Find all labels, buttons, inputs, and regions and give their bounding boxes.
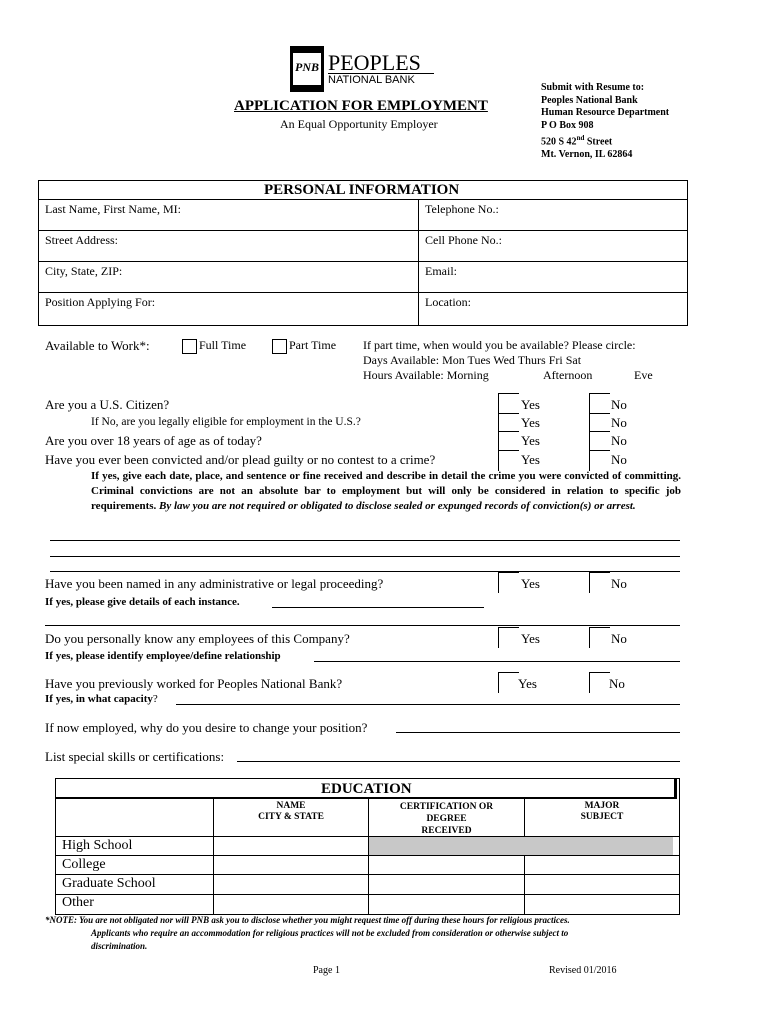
named-detail: If yes, please give details of each instance. (45, 596, 240, 608)
know-detail: If yes, please identify employee/define relationship (45, 650, 281, 662)
logo-sub: NATIONAL BANK (328, 74, 415, 86)
crime-yes-box[interactable] (498, 450, 519, 471)
know-detail-line[interactable] (314, 661, 680, 662)
telephone-field[interactable]: Telephone No.: (425, 202, 499, 216)
citizen-yes-box[interactable] (498, 393, 519, 414)
education-section (55, 778, 680, 915)
crime-question: Have you ever been convicted and/or plead guilty or no contest to a crime? (45, 452, 436, 467)
location-field[interactable]: Location: (425, 295, 471, 309)
age-yes-label: Yes (521, 433, 540, 448)
hours-available: Hours Available: Morning (363, 368, 489, 382)
hours-eve: Eve (634, 368, 653, 382)
logo-monogram: PNB (295, 60, 319, 74)
page-number: Page 1 (313, 965, 340, 976)
know-yes-box[interactable] (498, 627, 519, 648)
col-degree-header: CERTIFICATION OR DEGREE RECEIVED (399, 802, 494, 836)
col-name-header: NAME CITY & STATE (258, 801, 324, 822)
submit-address: Submit with Resume to: Peoples National Bank Human Resource Department P O Box 908 520 S 42nd Street Mt. Vernon, IL 62864 (541, 82, 670, 160)
edu-row-high-school: High School (62, 838, 133, 853)
crime-answer-line-2[interactable] (50, 556, 680, 557)
edu-row-other: Other (62, 895, 94, 910)
know-no-label: No (611, 631, 627, 646)
hs-shaded-cell (369, 837, 673, 855)
last-name-field[interactable]: Last Name, First Name, MI: (45, 202, 181, 216)
col-major-header: MAJOR SUBJECT (580, 801, 624, 822)
age-question: Are you over 18 years of age as of today? (45, 433, 262, 448)
edu-row-college: College (62, 857, 106, 872)
named-question: Have you been named in any administrative or legal proceeding? (45, 576, 384, 591)
part-time-checkbox[interactable] (272, 339, 287, 354)
crime-yes-label: Yes (521, 452, 540, 467)
eligible-yes-label: Yes (521, 415, 540, 430)
crime-answer-line-1[interactable] (50, 540, 680, 541)
page-title: APPLICATION FOR EMPLOYMENT (234, 98, 488, 114)
worked-yes-label: Yes (518, 676, 537, 691)
eligible-no-label: No (611, 415, 627, 430)
skills-answer-line[interactable] (237, 761, 680, 762)
know-no-box[interactable] (589, 627, 610, 648)
position-field[interactable]: Position Applying For: (45, 295, 156, 309)
named-yes-label: Yes (521, 576, 540, 591)
worked-detail: If yes, in what capacity? (45, 693, 158, 705)
change-question: If now employed, why do you desire to change your position? (45, 720, 368, 735)
crime-detail: If yes, give each date, place, and sentence or fine received and describe in detail the crime you were convicted of committing. Criminal convictions are not an absolute bar to employment but will only be considered in relation to specific job requirements. By law you are not required or obligated to disclose sealed or expunged records of conviction(s) or arrest. (91, 470, 681, 512)
revision-date: Revised 01/2016 (549, 965, 617, 976)
worked-no-box[interactable] (589, 672, 610, 693)
city-state-zip-field[interactable]: City, State, ZIP: (45, 264, 123, 278)
worked-detail-line[interactable] (176, 704, 680, 705)
citizen-no-label: No (611, 397, 627, 412)
religious-note: *NOTE: You are not obligated nor will PNB ask you to disclose whether you might request time off during these hours for religious practices. Applicants who require an accommodation for religious practices will not be excluded from consideration or otherwise subject to discrimination. (45, 915, 570, 951)
personal-info-title: PERSONAL INFORMATION (264, 182, 460, 198)
worked-no-label: No (609, 676, 625, 691)
age-no-label: No (611, 433, 627, 448)
hours-afternoon: Afternoon (543, 368, 593, 382)
worked-yes-box[interactable] (498, 672, 519, 693)
crime-no-label: No (611, 452, 627, 467)
part-time-label: Part Time (289, 338, 337, 352)
logo (290, 46, 440, 92)
know-question: Do you personally know any employees of this Company? (45, 631, 350, 646)
named-no-label: No (611, 576, 627, 591)
eligible-question: If No, are you legally eligible for employment in the U.S.? (91, 416, 361, 428)
days-available: Days Available: Mon Tues Wed Thurs Fri Sat (363, 353, 582, 367)
personal-info-section (38, 180, 688, 326)
crime-no-box[interactable] (589, 450, 610, 471)
full-time-label: Full Time (199, 338, 247, 352)
citizen-no-box[interactable] (589, 393, 610, 414)
age-yes-box[interactable] (498, 431, 519, 452)
named-yes-box[interactable] (498, 572, 519, 593)
crime-answer-line-3[interactable] (50, 571, 680, 572)
worked-question: Have you previously worked for Peoples National Bank? (45, 676, 343, 691)
logo-name: PEOPLES (328, 50, 421, 75)
named-no-box[interactable] (589, 572, 610, 593)
citizen-yes-label: Yes (521, 397, 540, 412)
email-field[interactable]: Email: (425, 264, 457, 278)
edu-row-graduate: Graduate School (62, 876, 156, 891)
skills-question: List special skills or certifications: (45, 749, 225, 764)
named-detail-line[interactable] (272, 607, 484, 608)
page-subtitle: An Equal Opportunity Employer (280, 117, 438, 131)
part-time-question: If part time, when would you be available? Please circle: (363, 338, 636, 352)
street-address-field[interactable]: Street Address: (45, 233, 118, 247)
education-title: EDUCATION (321, 781, 412, 797)
named-detail-line-2[interactable] (45, 625, 680, 626)
full-time-checkbox[interactable] (182, 339, 197, 354)
know-yes-label: Yes (521, 631, 540, 646)
age-no-box[interactable] (589, 431, 610, 452)
citizen-question: Are you a U.S. Citizen? (45, 397, 170, 412)
cell-phone-field[interactable]: Cell Phone No.: (425, 233, 502, 247)
change-answer-line[interactable] (396, 732, 680, 733)
available-label: Available to Work*: (45, 338, 150, 353)
